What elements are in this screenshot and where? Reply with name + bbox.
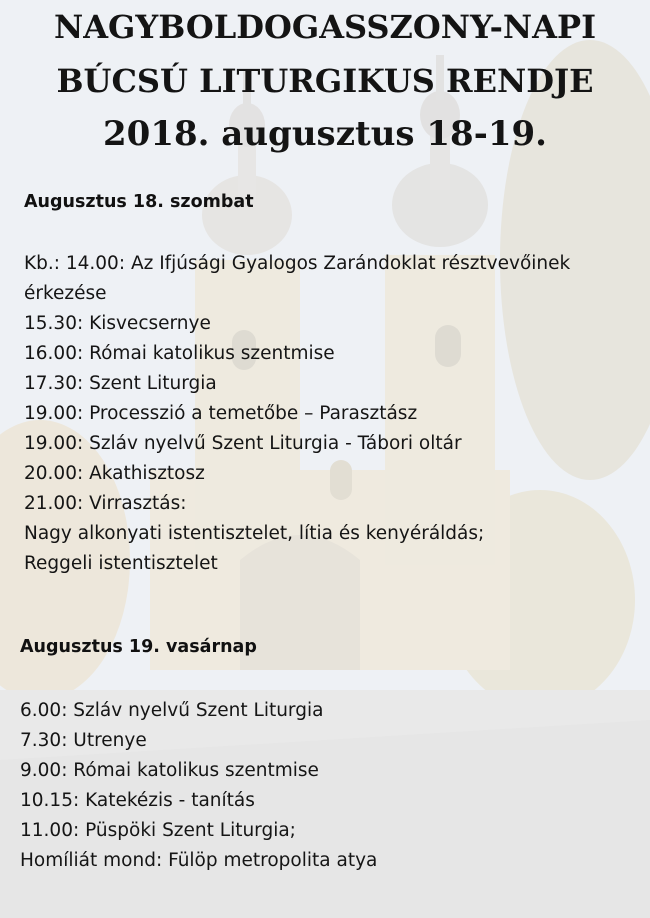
- list-item: 21.00: Virrasztás:: [24, 493, 187, 514]
- day1-schedule-list: [24, 249, 570, 579]
- list-item: 16.00: Római katolikus szentmise: [24, 343, 335, 364]
- list-item: 6.00: Szláv nyelvű Szent Liturgia: [20, 700, 324, 721]
- list-item: 19.00: Processzió a temetőbe – Parasztász: [24, 403, 418, 424]
- list-item: Nagy alkonyati istentisztelet, lítia és kenyéráldás;: [24, 523, 485, 544]
- title-line-2: BÚCSÚ LITURGIKUS RENDJE: [56, 62, 594, 100]
- list-item: 17.30: Szent Liturgia: [24, 373, 217, 394]
- list-item: 19.00: Szláv nyelvű Szent Liturgia - Tábori oltár: [24, 433, 462, 454]
- list-item: 15.30: Kisvecsernye: [24, 313, 211, 334]
- day1-heading: Augusztus 18. szombat: [24, 192, 254, 212]
- title-line-1: NAGYBOLDOGASSZONY-NAPI: [53, 8, 597, 46]
- list-item: 10.15: Katekézis - tanítás: [20, 790, 255, 811]
- list-item: 20.00: Akathisztosz: [24, 463, 205, 484]
- list-item: 7.30: Utrenye: [20, 730, 147, 751]
- list-item: 11.00: Püspöki Szent Liturgia;: [20, 820, 296, 841]
- list-item: Reggeli istentisztelet: [24, 553, 218, 574]
- title-line-3-date: 2018. augusztus 18-19.: [103, 114, 547, 154]
- day2-schedule-list: [20, 696, 377, 876]
- day2-heading: Augusztus 19. vasárnap: [20, 637, 257, 657]
- list-item: érkezése: [24, 283, 107, 304]
- list-item: Homíliát mond: Fülöp metropolita atya: [20, 850, 378, 871]
- list-item: Kb.: 14.00: Az Ifjúsági Gyalogos Zarándoklat résztvevőinek: [24, 253, 571, 274]
- list-item: 9.00: Római katolikus szentmise: [20, 760, 319, 781]
